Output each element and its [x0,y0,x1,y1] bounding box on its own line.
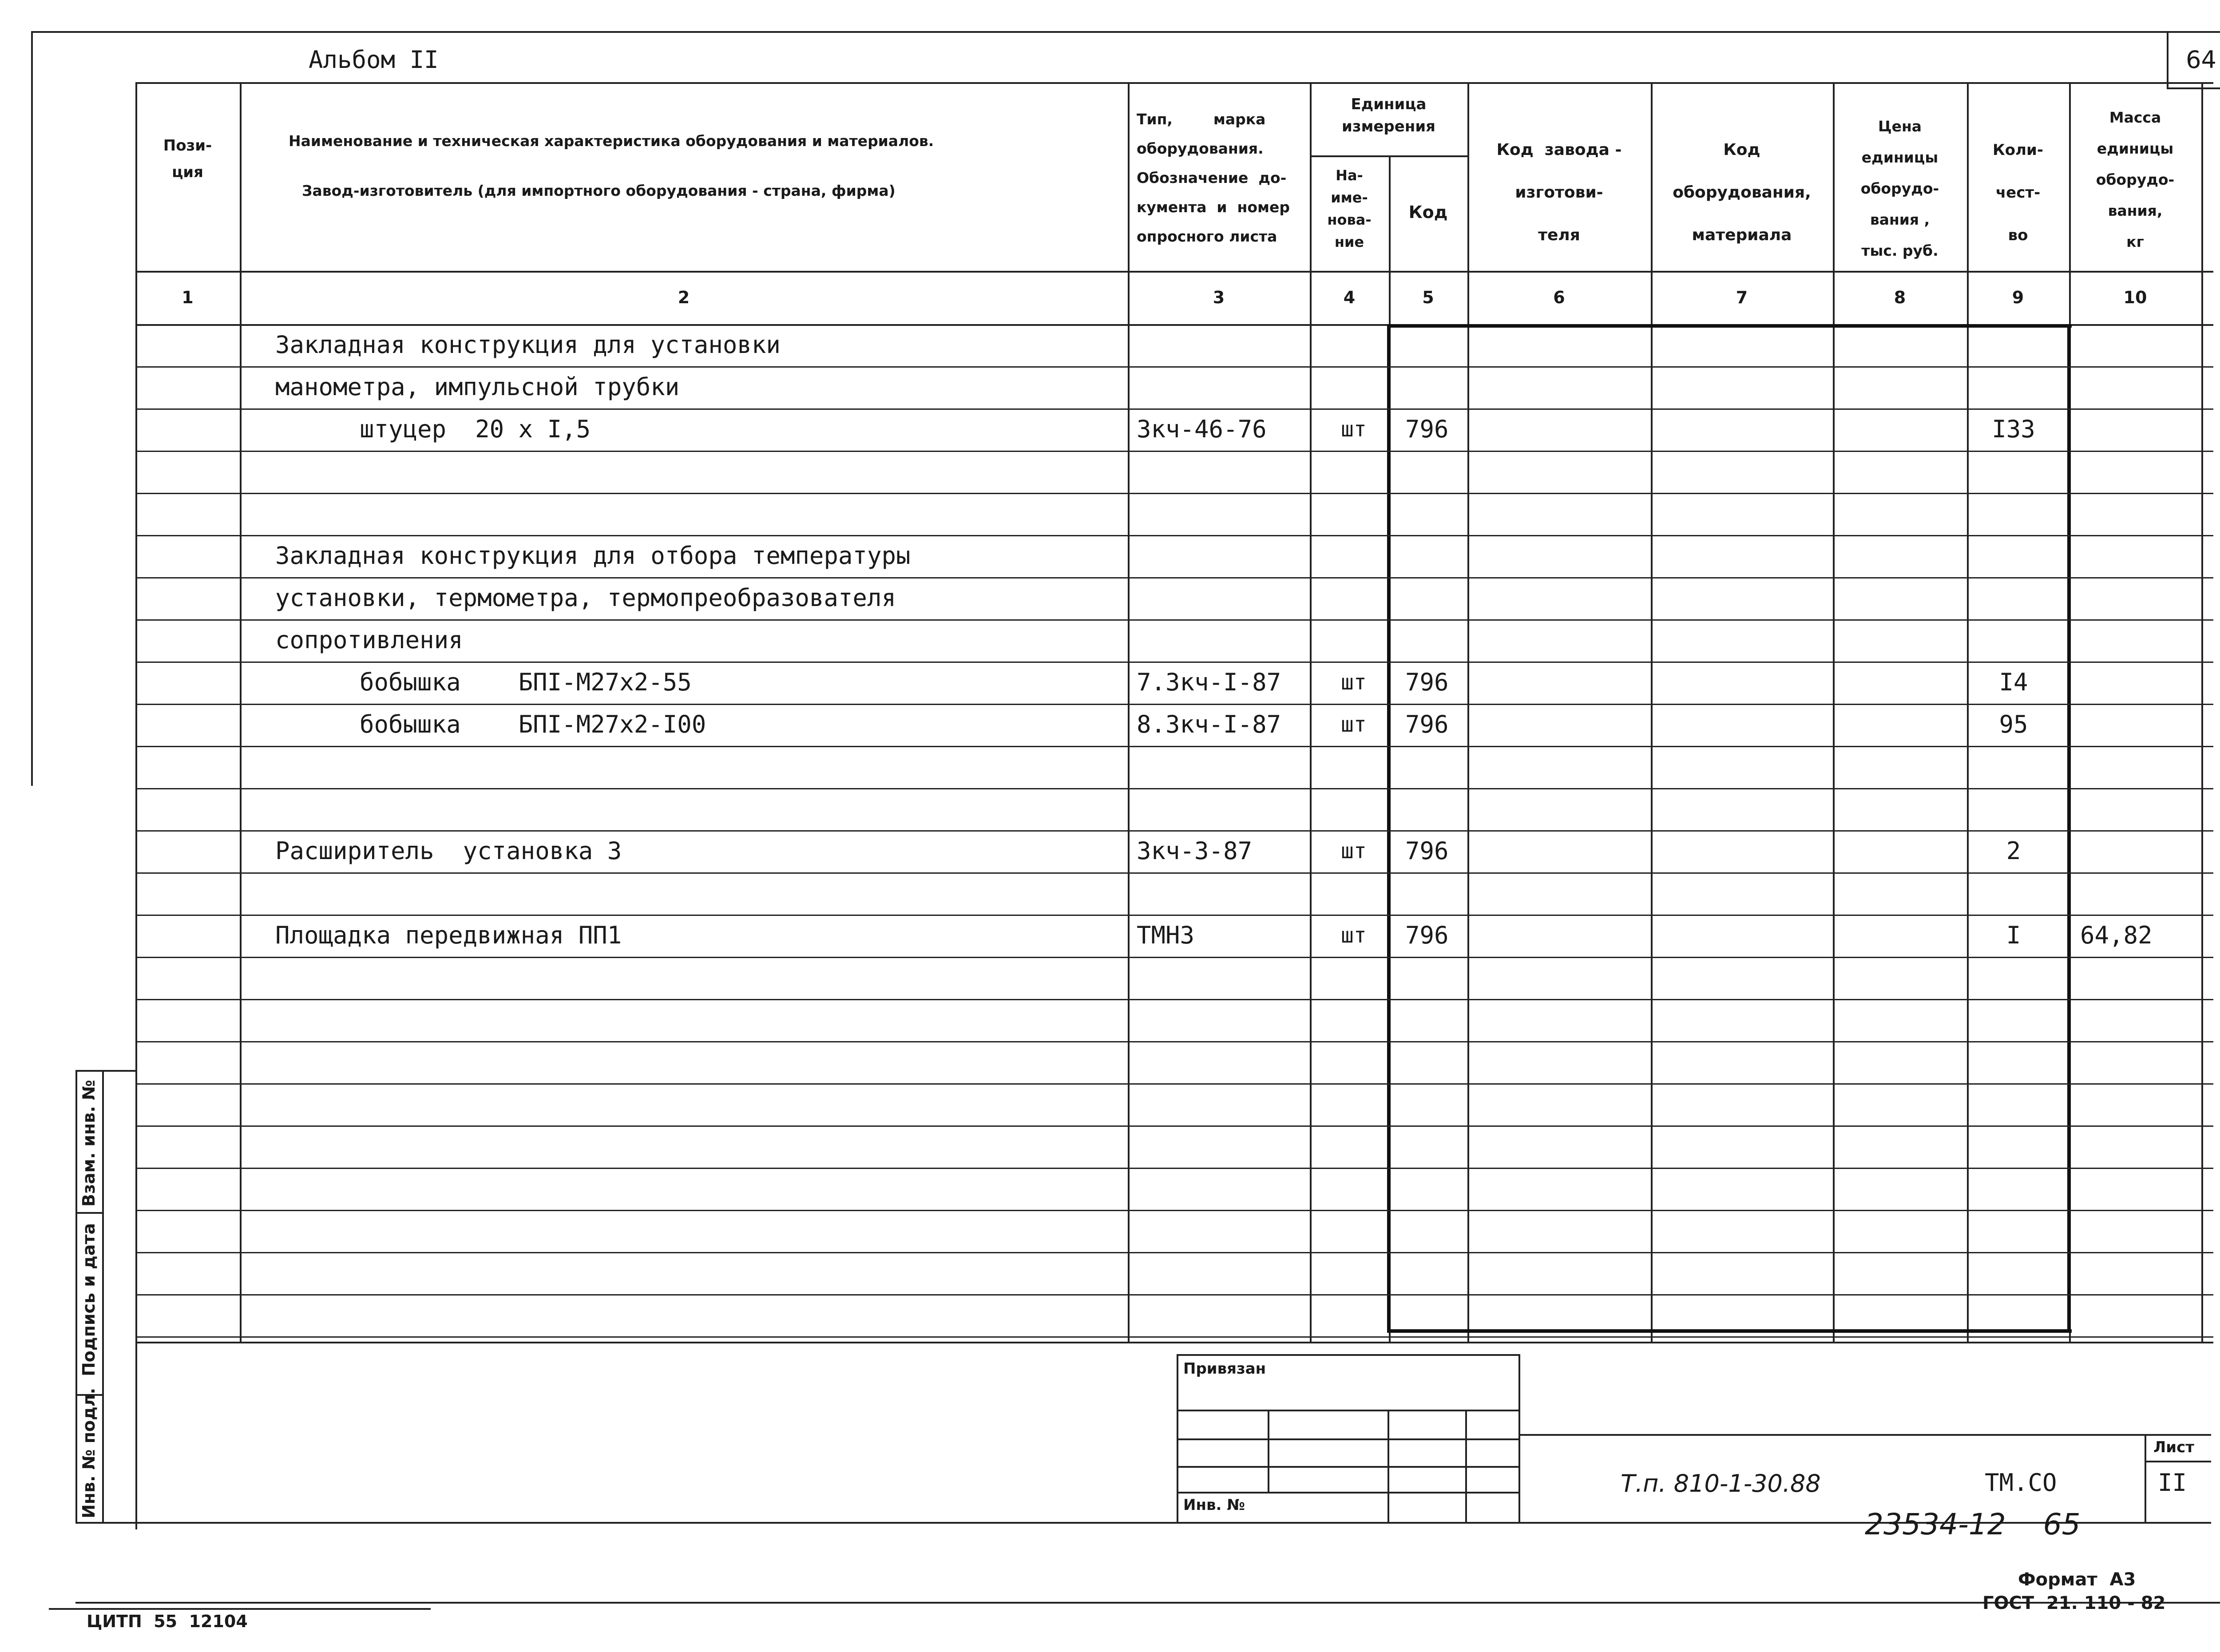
header-quantity: Коли- чест- во [1993,141,2043,244]
printer-label: ЦИТП 55 12104 [87,1612,248,1631]
row-12-code: 796 [1405,837,1449,865]
stamp-doc-mark: ТМ.СО [1985,1469,2057,1497]
row-14-name: Площадка передвижная ПП1 [275,921,622,949]
stamp-list-value: II [2158,1469,2187,1497]
stamp-inv-no: Инв. № [1183,1496,1245,1514]
header-position: Пози- ция [163,137,212,181]
header-plant-code: Код завода - изготови- теля [1496,141,1622,244]
row-12-qty: 2 [2006,837,2021,865]
album-title: Альбом II [309,46,439,74]
row-8-qty: I4 [1999,668,2028,696]
stamp-list-label: Лист [2153,1438,2194,1456]
row-2-type: 3кч-46-76 [1137,415,1267,443]
side-label-podpis: Подпись и дата [79,1223,99,1376]
row-1-name: манометра, импульсной трубки [275,373,680,401]
row-8-type: 7.3кч-I-87 [1137,668,1281,696]
col-num-4: 4 [1343,288,1356,307]
col-num-3: 3 [1213,288,1225,307]
row-8-name: бобышка БПI-M27x2-55 [360,668,692,696]
format-label: Формат А3 [2018,1569,2136,1590]
col-num-8: 8 [1894,288,1906,307]
row-2-code: 796 [1405,415,1449,443]
row-2-name: штуцер 20 x I,5 [360,415,591,443]
page-number: 64 [2186,46,2216,74]
row-9-unit: шт [1341,712,1367,737]
row-9-code: 796 [1405,710,1449,738]
col-num-9: 9 [2012,288,2024,307]
row-2-unit: шт [1341,417,1367,442]
row-8-unit: шт [1341,670,1367,695]
row-2-qty: I33 [1992,415,2035,443]
row-0-name: Закладная конструкция для установки [275,331,781,359]
row-14-type: ТМН3 [1137,921,1195,949]
header-type: Тип, марка оборудования. Обозначение до- кумента и номер опросного листа [1137,111,1290,245]
row-6-name: установки, термометра, термопреобразователя [275,584,896,612]
side-label-inv: Инв. № подл. [79,1387,99,1518]
row-9-qty: 95 [1999,710,2028,738]
row-12-type: 3кч-3-87 [1137,837,1253,865]
header-name: Наименование и техническая характеристика оборудования и материалов. Завод-изготовитель (для импортного оборудования - страна, фирма) [289,132,934,199]
header-equipment-code: Код оборудования, материала [1673,141,1811,244]
col-num-7: 7 [1736,288,1748,307]
header-price: Цена единицы оборудо- вания , тыс. руб. [1860,118,1939,259]
col-num-2: 2 [678,288,690,307]
row-5-name: Закладная конструкция для отбора температуры [275,542,911,570]
col-num-5: 5 [1422,288,1434,307]
stamp-doc-code: Т.п. 810-1-30.88 [1621,1470,1821,1497]
row-7-name: сопротивления [275,626,463,654]
row-14-unit: шт [1341,923,1367,948]
stamp-handwritten-number: 23534-12 65 [1865,1507,2081,1541]
header-unit-code: Код [1408,202,1448,222]
header-unit-name: На- име- нова- ние [1327,167,1372,250]
header-unit: Единица измерения [1342,95,1435,135]
row-14-code: 796 [1405,921,1449,949]
row-12-unit: шт [1341,839,1367,864]
col-num-10: 10 [2123,288,2147,307]
header-mass: Масса единицы оборудо- вания, кг [2096,109,2175,250]
row-8-code: 796 [1405,668,1449,696]
row-9-type: 8.3кч-I-87 [1137,710,1281,738]
col-num-6: 6 [1553,288,1565,307]
gost-label: ГОСТ 21. 110 - 82 [1982,1593,2166,1613]
row-9-name: бобышка БПI-M27x2-I00 [360,710,706,738]
col-num-1: 1 [182,288,194,307]
row-14-qty: I [2006,921,2021,949]
row-14-mass: 64,82 [2080,921,2153,949]
row-12-name: Расширитель установка 3 [275,837,622,865]
stamp-privyazan: Привязан [1183,1360,1266,1378]
side-label-vzam: Взам. инв. № [79,1080,99,1207]
